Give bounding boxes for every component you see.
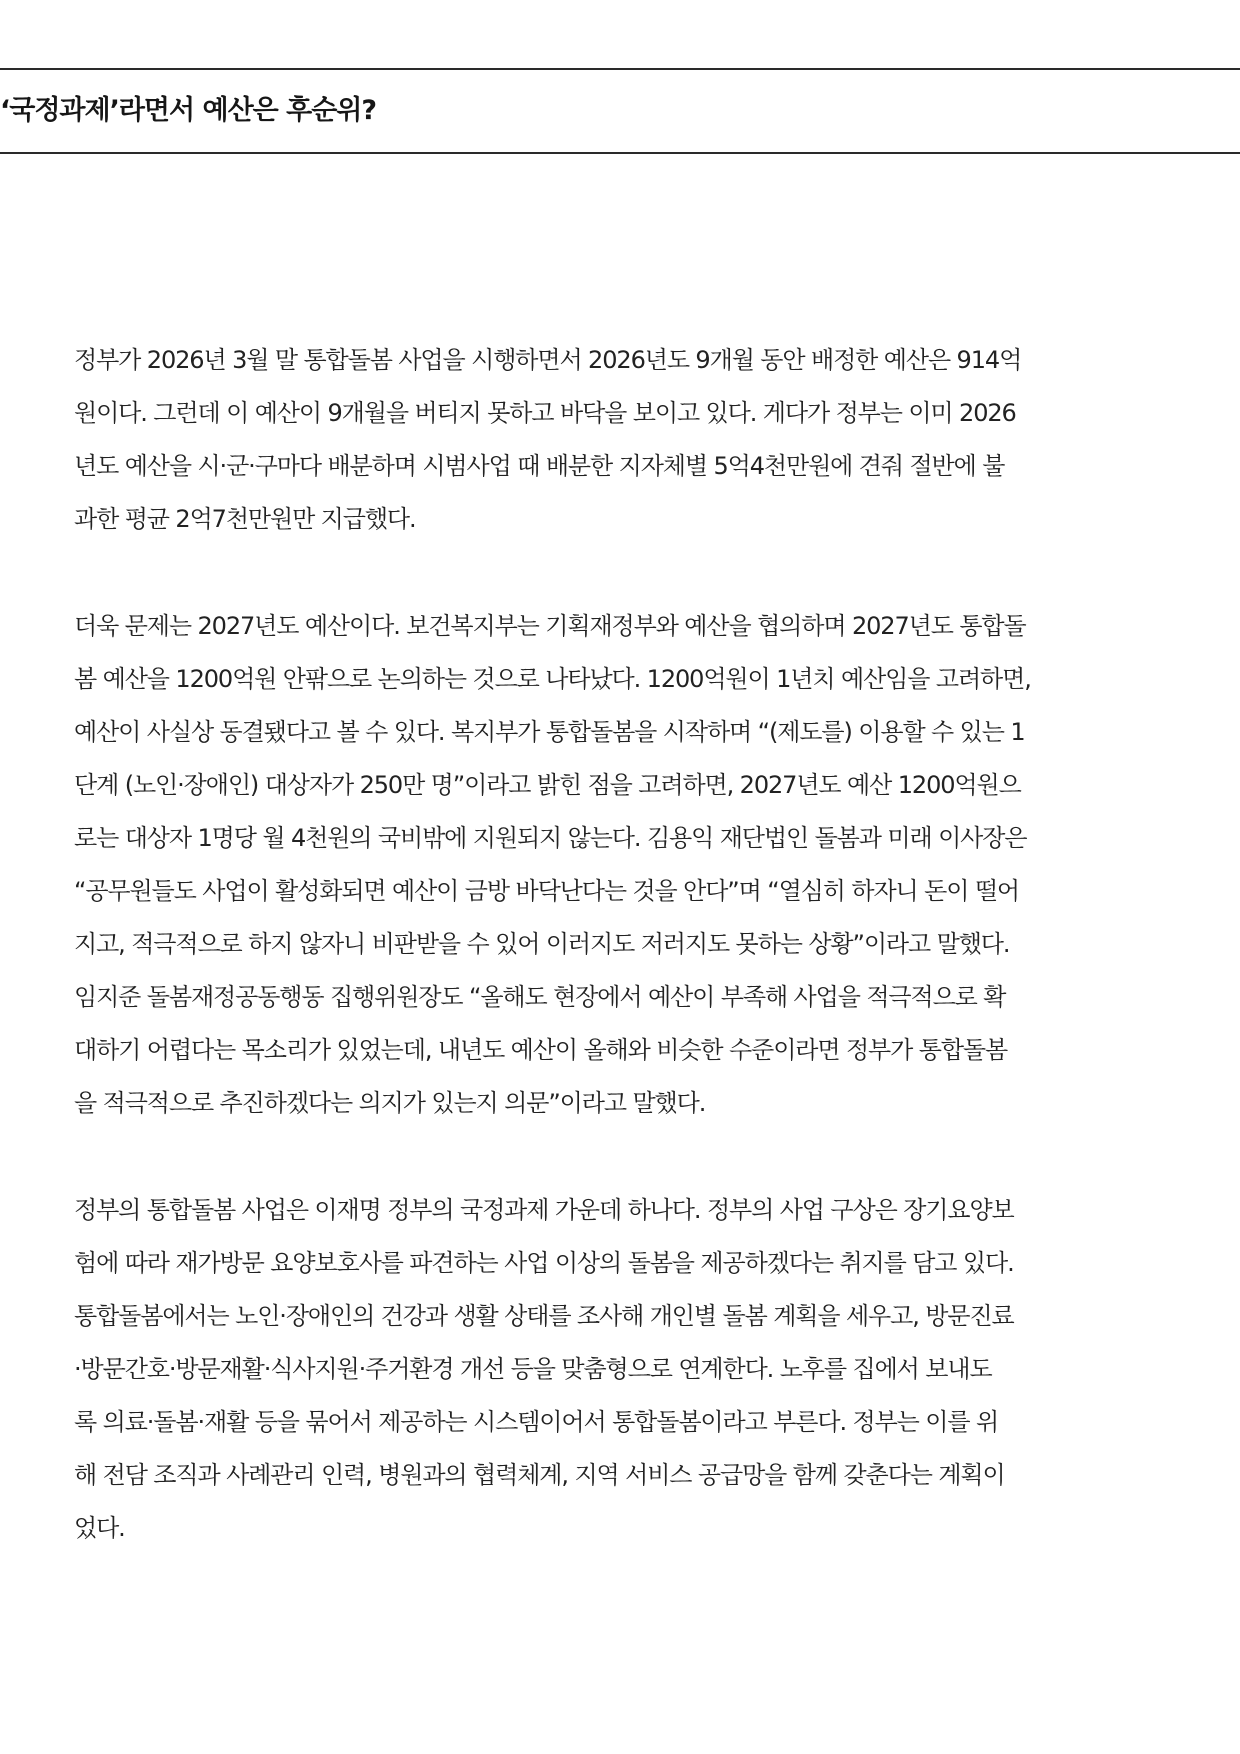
text-line: 단계 (노인·장애인) 대상자가 250만 명”이라고 밝힌 점을 고려하면, 2027년도 예산 1200억원으	[74, 771, 1021, 799]
text-line: 지고, 적극적으로 하지 않자니 비판받을 수 있어 이러지도 저러지도 못하는 상황”이라고 말했다.	[74, 930, 1010, 958]
text-line: 통합돌봄에서는 노인·장애인의 건강과 생활 상태를 조사해 개인별 돌봄 계획을 세우고, 방문진료	[74, 1302, 1014, 1330]
text-line: 임지준 돌봄재정공동행동 집행위원장도 “올해도 현장에서 예산이 부족해 사업을 적극적으로 확	[74, 983, 1006, 1011]
text-line: 해 전담 조직과 사례관리 인력, 병원과의 협력체계, 지역 서비스 공급망을 함께 갖춘다는 계획이	[74, 1461, 1005, 1489]
paragraph-1	[74, 334, 1166, 546]
text-line: “공무원들도 사업이 활성화되면 예산이 금방 바닥난다는 것을 안다”며 “열심히 하자니 돈이 떨어	[74, 877, 1020, 905]
text-line: ·방문간호·방문재활·식사지원·주거환경 개선 등을 맞춤형으로 연계한다. 노후를 집에서 보내도	[74, 1355, 992, 1383]
text-line: 예산이 사실상 동결됐다고 볼 수 있다. 복지부가 통합돌봄을 시작하며 “(제도를) 이용할 수 있는 1	[74, 718, 1025, 746]
article-body	[74, 334, 1166, 1555]
text-line: 과한 평균 2억7천만원만 지급했다.	[74, 505, 416, 533]
section-title: ‘국정과제’라면서 예산은 후순위?	[0, 95, 377, 126]
text-line: 험에 따라 재가방문 요양보호사를 파견하는 사업 이상의 돌봄을 제공하겠다는 취지를 담고 있다.	[74, 1249, 1014, 1277]
text-line: 대하기 어렵다는 목소리가 있었는데, 내년도 예산이 올해와 비슷한 수준이라면 정부가 통합돌봄	[74, 1036, 1008, 1064]
text-line: 록 의료·돌봄·재활 등을 묶어서 제공하는 시스템이어서 통합돌봄이라고 부른다. 정부는 이를 위	[74, 1408, 999, 1436]
text-line: 정부의 통합돌봄 사업은 이재명 정부의 국정과제 가운데 하나다. 정부의 사업 구상은 장기요양보	[74, 1196, 1014, 1224]
text-line: 었다.	[74, 1514, 125, 1542]
text-line: 원이다. 그런데 이 예산이 9개월을 버티지 못하고 바닥을 보이고 있다. 게다가 정부는 이미 2026	[74, 399, 1016, 427]
paragraph-2	[74, 600, 1166, 1130]
text-line: 년도 예산을 시·군·구마다 배분하며 시범사업 때 배분한 지자체별 5억4천만원에 견줘 절반에 불	[74, 452, 1005, 480]
text-line: 봄 예산을 1200억원 안팎으로 논의하는 것으로 나타났다. 1200억원이 1년치 예산임을 고려하면,	[74, 665, 1031, 693]
text-line: 정부가 2026년 3월 말 통합돌봄 사업을 시행하면서 2026년도 9개월 동안 배정한 예산은 914억	[74, 346, 1022, 374]
section-header	[0, 68, 1240, 154]
text-line: 을 적극적으로 추진하겠다는 의지가 있는지 의문”이라고 말했다.	[74, 1089, 706, 1117]
text-line: 더욱 문제는 2027년도 예산이다. 보건복지부는 기획재정부와 예산을 협의하며 2027년도 통합돌	[74, 612, 1026, 640]
text-line: 로는 대상자 1명당 월 4천원의 국비밖에 지원되지 않는다. 김용익 재단법인 돌봄과 미래 이사장은	[74, 824, 1027, 852]
paragraph-3	[74, 1184, 1166, 1555]
